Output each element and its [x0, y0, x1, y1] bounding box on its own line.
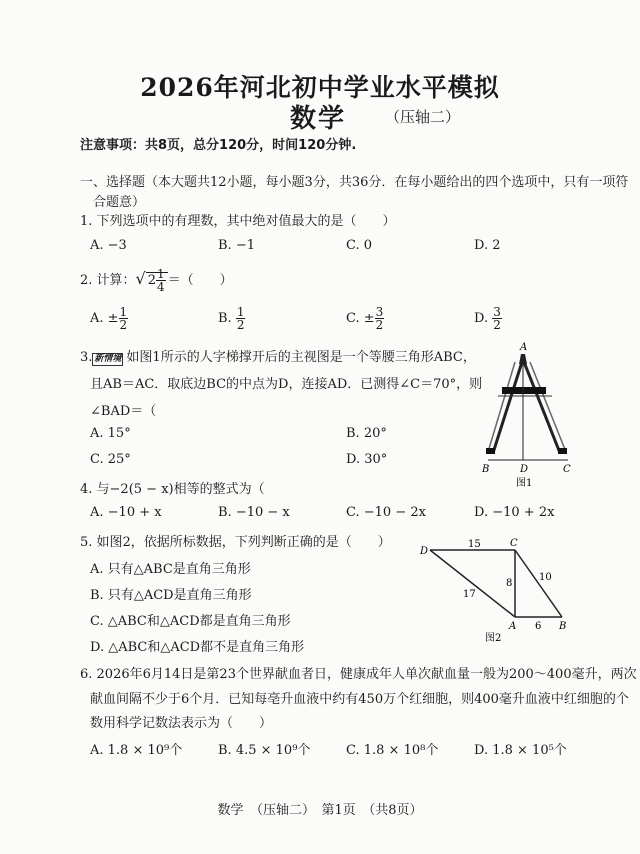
q2-option-a-letter: A. ± — [90, 311, 119, 326]
ladder-left-rail — [488, 362, 515, 452]
q3-option-a: A. 15° — [90, 426, 131, 441]
page-footer: 数学 （压轴二） 第1页 （共8页） — [217, 803, 423, 818]
q2-option-c — [346, 306, 384, 331]
q4-option-c: C. −10 − 2x — [346, 505, 426, 520]
fig2-length-cb: 10 — [539, 572, 552, 583]
q1-option-a: A. −3 — [90, 238, 127, 253]
ladder-left-leg — [493, 362, 522, 453]
q2-option-d-letter: D. — [474, 311, 493, 326]
q6-option-a: A. 1.8 × 10⁹个 — [90, 743, 183, 758]
ladder-right-foot — [558, 448, 567, 454]
ladder-right-rail — [530, 362, 566, 452]
question-6-line1: 6. 2026年6月14日是第23个世界献血者日，健康成年人单次献血量一般为200～400毫升，两次 — [80, 667, 637, 682]
fig2-length-ab: 6 — [535, 621, 542, 632]
ladder-right-leg — [524, 362, 560, 453]
segment-da — [430, 550, 515, 617]
question-5-stem: 5. 如图2，依据所标数据，下列判断正确的是（ ） — [80, 535, 391, 550]
fig2-label-a: A — [509, 621, 517, 632]
q2-radicand-whole: 2 — [147, 273, 157, 288]
fig1-label-a: A — [520, 342, 528, 353]
q1-option-c: C. 0 — [346, 238, 373, 253]
question-3-line1 — [80, 346, 476, 366]
q5-option-a: A. 只有△ABC是直角三角形 — [90, 562, 251, 577]
q2-option-d — [474, 306, 502, 331]
q2-option-b-num: 1 — [236, 305, 245, 319]
segment-cb — [515, 550, 562, 617]
subject-title: 数学 — [290, 104, 347, 134]
q2-option-a-fraction — [119, 306, 129, 331]
q2-option-c-num: 3 — [375, 305, 384, 319]
q2-option-d-num: 3 — [493, 305, 501, 319]
fig2-label-c: C — [510, 538, 518, 549]
q2-option-a-den: 2 — [119, 318, 128, 332]
q2-option-b-den: 2 — [236, 318, 245, 332]
q2-radicand-num: 1 — [157, 267, 165, 281]
q1-option-d: D. 2 — [474, 238, 501, 253]
ladder-platform — [502, 387, 546, 394]
q3-option-c: C. 25° — [90, 452, 131, 467]
fig1-caption: 图1 — [516, 478, 533, 489]
q2-prefix: 2. 计算： — [80, 273, 136, 288]
question-1-stem: 1. 下列选项中的有理数，其中绝对值最大的是（ ） — [80, 214, 396, 229]
question-3-line3: ∠BAD＝（ — [90, 404, 157, 419]
figure-2-quadrilateral — [415, 535, 580, 645]
subject-note: （压轴二） — [385, 108, 461, 126]
question-3-line2: 且AB＝AC．取底边BC的中点为D，连接AD．已测得∠C＝70°，则 — [90, 377, 483, 392]
q3-number: 3. — [80, 350, 93, 365]
fig2-length-da: 17 — [463, 589, 476, 600]
fig1-label-d: D — [520, 464, 529, 475]
exam-notice: 注意事项：共8页，总分120分，时间120分钟. — [80, 138, 357, 153]
fig2-label-d: D — [420, 546, 429, 557]
q5-option-c: C. △ABC和△ACD都是直角三角形 — [90, 614, 291, 629]
question-6-line2: 献血间隔不少于6个月．已知每亳升血液中约有450万个红细胞，则400毫升血液中红细胞的个 — [90, 692, 629, 707]
q2-option-a — [90, 306, 128, 331]
q2-option-b — [218, 306, 245, 331]
question-4-stem: 4. 与−2(5 − x)相等的整式为（ — [80, 482, 265, 497]
q2-option-c-den: 2 — [375, 318, 384, 332]
fig2-label-b: B — [559, 621, 567, 632]
q2-suffix: ＝（ ） — [167, 273, 233, 288]
q6-option-d: D. 1.8 × 10⁵个 — [474, 743, 567, 758]
fig2-length-ac: 8 — [506, 578, 513, 589]
q3-option-b: B. 20° — [346, 426, 387, 441]
exam-title: 2026年河北初中学业水平模拟 — [140, 73, 500, 102]
q2-option-c-fraction — [375, 306, 385, 331]
sqrt-symbol: √ — [135, 269, 146, 288]
q6-option-c: C. 1.8 × 10⁸个 — [346, 743, 439, 758]
question-2-stem — [80, 268, 233, 293]
q2-option-d-fraction — [492, 306, 502, 331]
q2-radicand-fraction — [156, 268, 166, 293]
fig2-length-dc: 15 — [468, 539, 481, 550]
figure-1-ladder — [470, 340, 590, 490]
q2-option-c-letter: C. ± — [346, 311, 375, 326]
fig1-label-c: C — [563, 464, 571, 475]
q2-radicand-den: 4 — [157, 280, 165, 294]
q2-option-b-letter: B. — [218, 311, 236, 326]
q4-option-a: A. −10 + x — [90, 505, 162, 520]
new-context-tag: 新情境 — [94, 354, 122, 364]
fig2-caption: 图2 — [485, 633, 502, 644]
section-heading: 一、选择题（本大题共12小题，每小题3分，共36分．在每小题给出的四个选项中，只有一项符 — [80, 175, 629, 190]
q2-option-d-den: 2 — [493, 318, 501, 332]
q2-radicand — [146, 267, 168, 294]
q5-option-d: D. △ABC和△ACD都不是直角三角形 — [90, 640, 305, 655]
q3-option-d: D. 30° — [346, 452, 388, 467]
q3-line1-text: 如图1所示的人字梯撑开后的主视图是一个等腰三角形ABC， — [126, 350, 476, 365]
section-heading-cont: 合题意） — [93, 195, 146, 210]
fig1-label-b: B — [482, 464, 490, 475]
q2-option-b-fraction — [236, 306, 246, 331]
ladder-left-foot — [486, 448, 495, 454]
q1-option-b: B. −1 — [218, 238, 255, 253]
q4-option-d: D. −10 + 2x — [474, 505, 555, 520]
q5-option-b: B. 只有△ACD是直角三角形 — [90, 588, 252, 603]
q4-option-b: B. −10 − x — [218, 505, 290, 520]
question-6-line3: 数用科学记数法表示为（ ） — [90, 716, 273, 731]
q6-option-b: B. 4.5 × 10⁹个 — [218, 743, 311, 758]
q2-option-a-num: 1 — [119, 305, 128, 319]
